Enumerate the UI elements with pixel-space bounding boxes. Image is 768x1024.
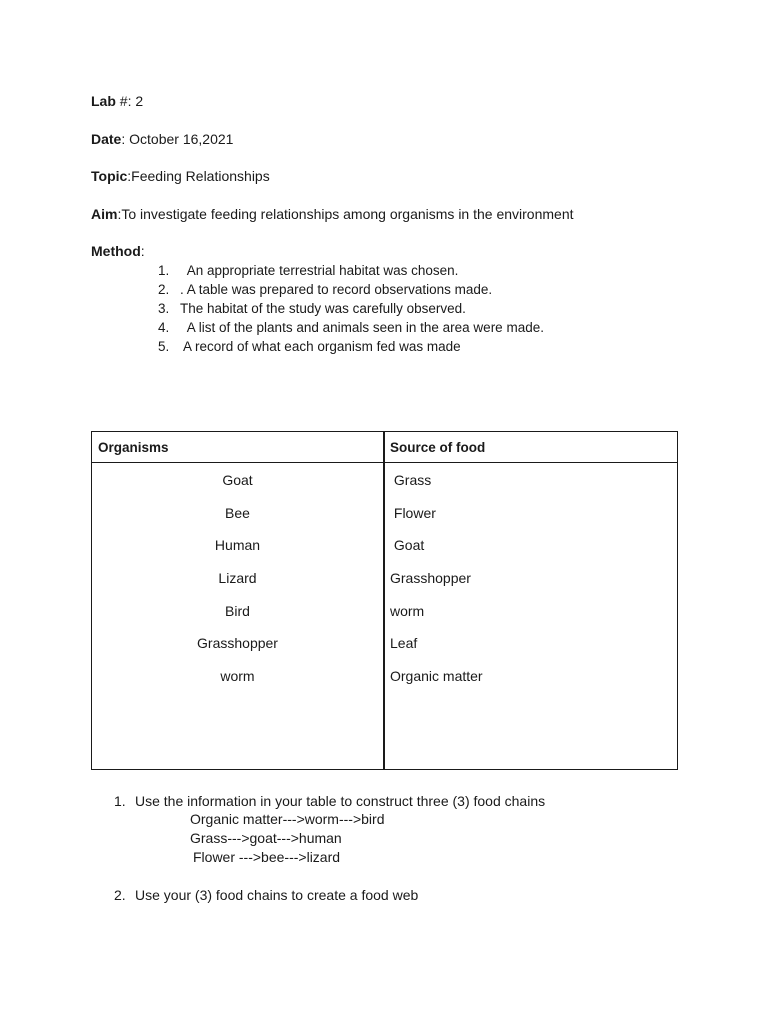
aim-label: Aim [91, 206, 118, 222]
method-field [91, 242, 145, 260]
question-number: 1. [114, 793, 126, 809]
method-step-text: . A table was prepared to record observations made. [180, 282, 493, 297]
method-step-number: 5. [158, 339, 170, 354]
organism-cell: worm [220, 668, 255, 684]
organism-cell: Grasshopper [197, 635, 278, 651]
method-step [158, 318, 544, 337]
organisms-table [91, 431, 678, 770]
column-divider [383, 432, 385, 769]
food-chain-1: Organic matter--->worm--->bird [190, 811, 385, 827]
method-label: Method [91, 243, 141, 259]
aim-field [91, 205, 574, 223]
food-cell: worm [390, 603, 425, 619]
food-chain-2: Grass--->goat--->human [190, 830, 342, 846]
method-step-number: 2. [158, 282, 170, 297]
question-number: 2. [114, 887, 126, 903]
header-rule [92, 462, 677, 463]
method-step-text: A list of the plants and animals seen in the area were made. [180, 320, 544, 335]
lab-value: #: 2 [119, 93, 144, 109]
method-step [158, 280, 544, 299]
food-chain-3: Flower --->bee--->lizard [193, 849, 341, 865]
organism-cell: Bird [225, 603, 250, 619]
method-step [158, 299, 544, 318]
date-value: : October 16,2021 [121, 131, 234, 147]
food-cell: Organic matter [390, 668, 483, 684]
organism-cell: Lizard [218, 570, 257, 586]
topic-label: Topic [91, 168, 128, 184]
question-2 [114, 886, 418, 904]
date-field [91, 130, 233, 148]
method-step-number: 3. [158, 301, 170, 316]
method-steps-list [158, 261, 544, 356]
organisms-header: Organisms [98, 440, 169, 455]
method-colon: : [140, 243, 145, 259]
food-cell: Grasshopper [390, 570, 471, 586]
source-of-food-header: Source of food [390, 440, 486, 455]
organism-cell: Goat [222, 472, 253, 488]
food-cell: Goat [390, 537, 425, 553]
organism-cell: Bee [225, 505, 250, 521]
food-cell: Flower [390, 505, 436, 521]
date-label: Date [91, 131, 122, 147]
method-step-number: 1. [158, 263, 170, 278]
aim-value: :To investigate feeding relationships among organisms in the environment [117, 206, 574, 222]
topic-value: :Feeding Relationships [127, 168, 270, 184]
lab-label: Lab [91, 93, 116, 109]
lab-field [91, 92, 143, 110]
food-cell: Leaf [390, 635, 418, 651]
method-step-text: An appropriate terrestrial habitat was chosen. [180, 263, 459, 278]
method-step [158, 261, 544, 280]
question-1 [114, 792, 545, 810]
method-step-number: 4. [158, 320, 170, 335]
question-text: Use your (3) food chains to create a food web [135, 887, 419, 903]
method-step-text: A record of what each organism fed was made [180, 339, 461, 354]
method-step [158, 337, 544, 356]
topic-field [91, 167, 270, 185]
method-step-text: The habitat of the study was carefully observed. [180, 301, 466, 316]
organism-cell: Human [214, 537, 261, 553]
question-text: Use the information in your table to construct three (3) food chains [135, 793, 546, 809]
food-cell: Grass [390, 472, 432, 488]
